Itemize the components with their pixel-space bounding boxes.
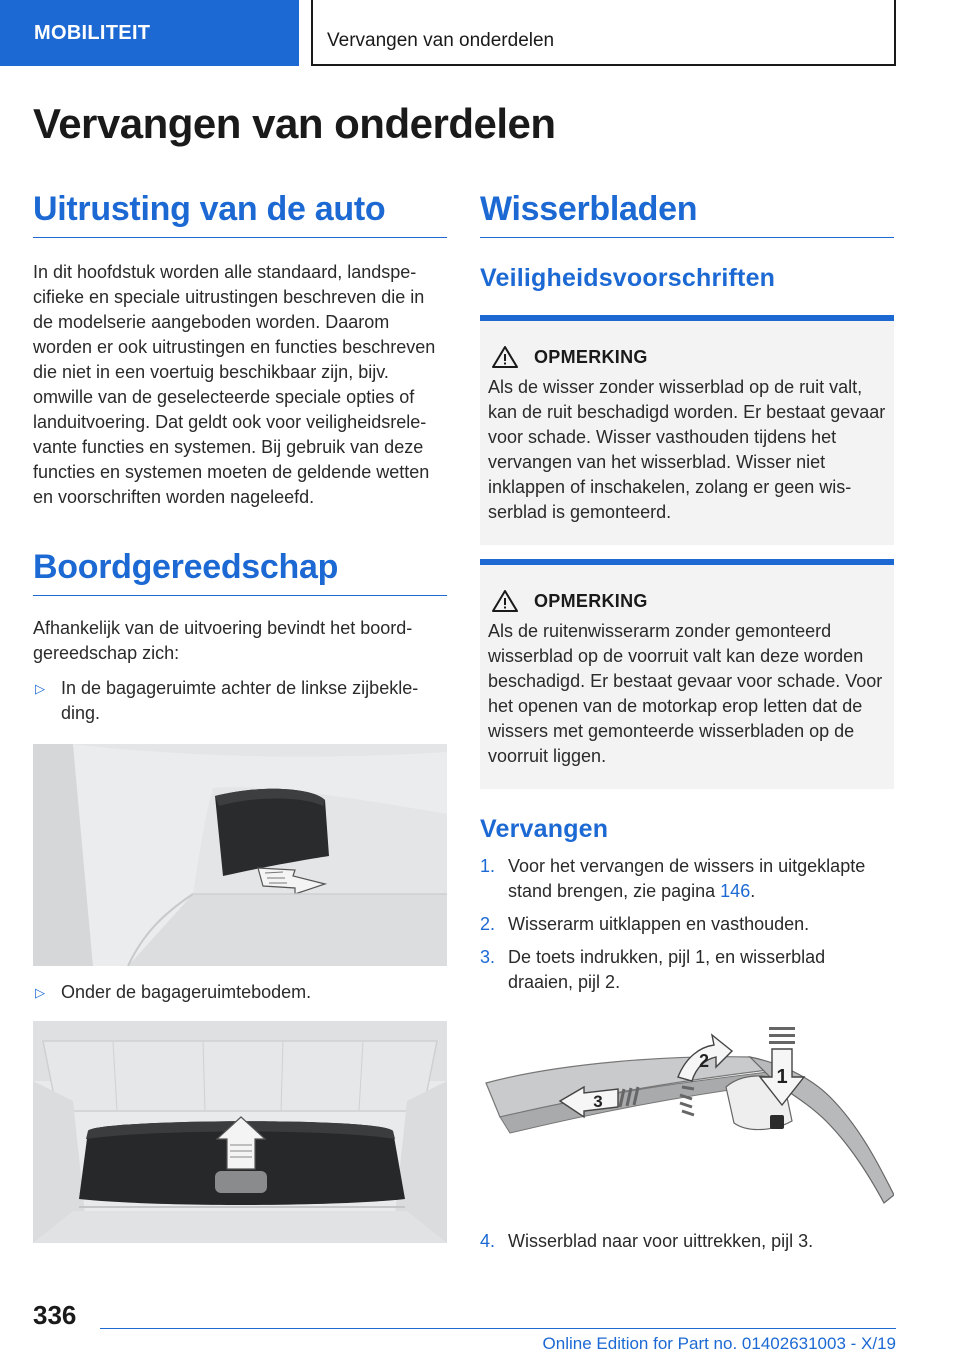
step-text-suffix: . (750, 881, 756, 901)
heading-wiper-blades: Wisserbladen (480, 190, 894, 238)
step-text: Voor het vervangen de wissers in uitgeklapte stand brengen, zie pagina (508, 856, 866, 901)
arrow-label: 2 (698, 1051, 710, 1071)
bullet-text: Onder de bagageruimtebodem. (61, 982, 312, 1002)
page-number: 336 (33, 1300, 77, 1330)
page-header (0, 0, 960, 66)
page-title: Vervangen van onderdelen (33, 100, 556, 147)
step-number: 3. (480, 947, 496, 967)
footer-edition: Online Edition for Part no. 01402631003 - X/19 (542, 1334, 896, 1353)
bullet-triangle-icon: ▷ (35, 681, 45, 696)
notice-box (480, 315, 894, 545)
bullet-item (33, 676, 447, 726)
step-item (480, 854, 894, 904)
step-item (480, 912, 894, 937)
notice-box (480, 559, 894, 789)
step-text: Wisserblad naar voor uittrekken, pijl 3. (508, 1231, 814, 1251)
warning-triangle-icon (492, 589, 518, 613)
chapter-tab[interactable]: Vervangen van onderdelen (311, 0, 896, 66)
toolkit-text: Afhankelijk van de uitvoering bevindt het boordgereedschap zich: (33, 618, 413, 663)
equipment-text: In dit hoofdstuk worden alle standaard, landspecifieke en speciale uitrustingen beschreven die in de modelserie aangeboden worden. Daarom worden er ook uitrustingen en functies beschreven die niet in een voertuig beschikbaar zijn, bijv. omwille van de geselecteerde speciale opties of landuitvoering. Dat geldt ook voor veiligheidsrelevante functies en systemen. Bij gebruik van deze functies en systemen moeten de geldende wetten en voorschriften worden nageleefd. (33, 262, 436, 507)
bullet-text: In de bagageruimte achter de linkse zijbekleding. (61, 678, 419, 723)
heading-safety: Veiligheidsvoorschriften (480, 264, 776, 292)
heading-equipment: Uitrusting van de auto (33, 190, 447, 238)
step-item (480, 945, 894, 995)
arrow-label: 1 (776, 1066, 788, 1088)
footer-divider (100, 1328, 896, 1329)
step-number: 1. (480, 856, 496, 876)
trunk-side-panel-illustration (33, 744, 447, 966)
arrow-label: 3 (593, 1092, 603, 1111)
bullet-triangle-icon: ▷ (35, 985, 45, 1000)
notice-label: OPMERKING (534, 346, 648, 367)
photo-trunk-side-panel (33, 744, 447, 966)
trunk-floor-illustration (33, 1021, 447, 1243)
notice-header (488, 589, 886, 613)
notice-text: Als de ruitenwisserarm zonder gemonteerd wisserblad op de voorruit valt kan deze worden beschadigd. Er bestaat gevaar voor schade. Voor het openen van de motorkap erop letten dat de wissers met gemonteerde wisserbladen op de voorruit liggen. (488, 621, 883, 766)
step-text: De toets indrukken, pijl 1, en wisserblad draaien, pijl 2. (508, 947, 826, 992)
step-text: Wisserarm uitklappen en vasthouden. (508, 914, 810, 934)
heading-replace: Vervangen (480, 815, 609, 843)
photo-trunk-floor (33, 1021, 447, 1243)
heading-toolkit: Boordgereedschap (33, 548, 447, 596)
step-number: 2. (480, 914, 496, 934)
bullet-item (33, 980, 447, 1005)
notice-text: Als de wisser zonder wisserblad op de ruit valt, kan de ruit beschadigd worden. Er bestaat gevaar voor schade. Wisser vasthouden tijdens het vervangen van het wisserblad. Wisser niet inklappen of inschakelen, zolang er geen wisserblad is gemonteerd. (488, 377, 886, 522)
left-column (33, 190, 447, 1243)
step-item (480, 1229, 894, 1254)
warning-triangle-icon (492, 345, 518, 369)
wiper-blade-diagram (480, 1017, 894, 1217)
step-number: 4. (480, 1231, 496, 1251)
section-tab[interactable]: MOBILITEIT (0, 0, 299, 66)
wiper-blade-illustration (480, 1017, 894, 1217)
notice-header (488, 345, 886, 369)
right-column (480, 190, 894, 1254)
notice-label: OPMERKING (534, 590, 648, 611)
page-link[interactable]: 146 (720, 881, 751, 901)
